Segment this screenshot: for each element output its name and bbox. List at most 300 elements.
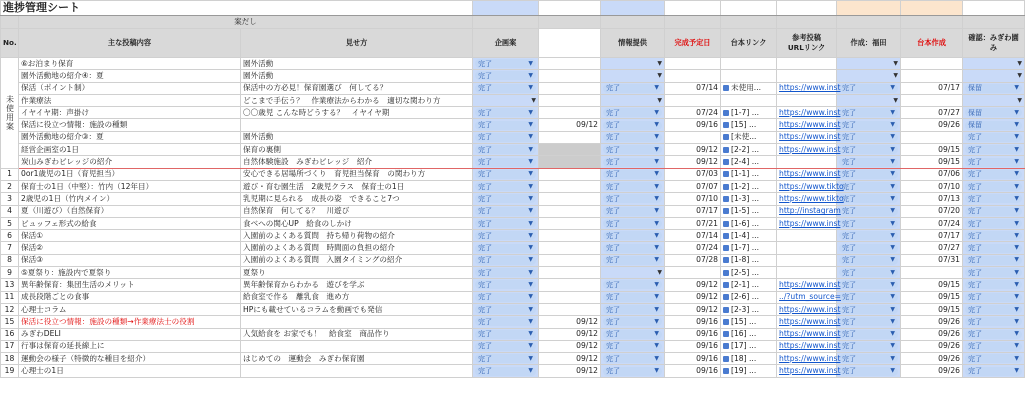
post-content-cell[interactable]: 作業療法 <box>19 94 241 106</box>
status-dropdown[interactable] <box>839 280 898 289</box>
create-status-cell[interactable] <box>837 193 901 205</box>
status-dropdown[interactable] <box>475 219 536 228</box>
style-cell[interactable]: 自然保育 何してる？ 川遊び <box>241 205 473 217</box>
post-content-cell[interactable]: 保活（ポイント制） <box>19 82 241 94</box>
script-link[interactable]: [2-6] ... <box>731 292 759 302</box>
status-dropdown[interactable] <box>965 367 1022 376</box>
post-content-cell[interactable]: 経営企画室の1日 <box>19 144 241 156</box>
reference-url-cell[interactable] <box>777 254 837 266</box>
script-link[interactable]: [15] ... <box>731 316 757 326</box>
status-dropdown[interactable] <box>839 330 898 339</box>
create-status-cell[interactable] <box>837 131 901 143</box>
status-dropdown[interactable] <box>839 170 898 179</box>
script-link[interactable]: [2-2] ... <box>731 144 759 154</box>
plan-status-cell[interactable] <box>473 242 539 254</box>
confirm-status-cell[interactable] <box>963 94 1025 106</box>
reference-url-link[interactable]: https://www.inst <box>779 83 841 93</box>
style-cell[interactable]: 〇〇歳児 こんな時どうする？ イヤイヤ期 <box>241 107 473 119</box>
status-dropdown[interactable] <box>839 293 898 302</box>
plan-status-cell[interactable] <box>473 217 539 229</box>
status-dropdown[interactable] <box>965 293 1022 302</box>
plan-status-cell[interactable] <box>473 328 539 340</box>
create-status-cell[interactable] <box>837 365 901 377</box>
status-dropdown[interactable] <box>603 280 662 289</box>
status-dropdown[interactable] <box>839 305 898 314</box>
confirm-status-cell[interactable] <box>963 303 1025 315</box>
status-dropdown[interactable] <box>839 84 898 93</box>
post-content-cell[interactable]: 保活② <box>19 242 241 254</box>
plan-status-cell[interactable] <box>473 353 539 365</box>
status-dropdown[interactable] <box>839 194 898 203</box>
style-cell[interactable]: 園外活動 <box>241 70 473 82</box>
empty-dropdown[interactable] <box>603 96 662 105</box>
status-dropdown[interactable] <box>475 244 536 253</box>
script-link[interactable]: [1-1] ... <box>731 169 759 179</box>
post-content-cell[interactable]: 成長段階ごとの食事 <box>19 291 241 303</box>
status-dropdown[interactable] <box>965 84 1022 93</box>
script-link[interactable]: [1-8] ... <box>731 255 759 265</box>
status-dropdown[interactable] <box>475 330 536 339</box>
style-cell[interactable]: 乳児期に見られる 成長の姿 できること7つ <box>241 193 473 205</box>
create-status-cell[interactable] <box>837 82 901 94</box>
info-status-cell[interactable] <box>601 303 665 315</box>
plan-status-cell[interactable] <box>473 94 539 106</box>
status-dropdown[interactable] <box>965 219 1022 228</box>
reference-url-cell[interactable] <box>777 340 841 352</box>
reference-url-link[interactable]: https://www.inst <box>779 107 841 117</box>
status-dropdown[interactable] <box>475 354 536 363</box>
confirm-status-cell[interactable] <box>963 107 1025 119</box>
status-dropdown[interactable] <box>965 268 1022 277</box>
status-dropdown[interactable] <box>603 158 662 167</box>
reference-url-link[interactable]: https://www.inst <box>779 120 841 130</box>
status-dropdown[interactable] <box>965 194 1022 203</box>
script-link-cell[interactable] <box>721 144 777 156</box>
empty-dropdown[interactable] <box>839 71 898 80</box>
info-status-cell[interactable] <box>601 168 665 180</box>
reference-url-link[interactable]: https://www.inst <box>779 304 841 314</box>
style-cell[interactable]: 自然体験施設 みぎわビレッジ 紹介 <box>241 156 473 168</box>
script-link-cell[interactable] <box>721 205 777 217</box>
plan-status-cell[interactable] <box>473 340 539 352</box>
style-cell[interactable]: はじめての 運動会 みぎわ保育園 <box>241 353 473 365</box>
script-link-cell[interactable] <box>721 58 777 70</box>
plan-status-cell[interactable] <box>473 205 539 217</box>
script-link-cell[interactable] <box>721 94 777 106</box>
status-dropdown[interactable] <box>965 280 1022 289</box>
status-dropdown[interactable] <box>839 256 898 265</box>
status-dropdown[interactable] <box>965 330 1022 339</box>
create-status-cell[interactable] <box>837 279 901 291</box>
style-cell[interactable]: 安心できる居場所づくり 育児担当保育 の関わり方 <box>241 168 473 180</box>
reference-url-cell[interactable] <box>777 205 841 217</box>
script-link[interactable]: [1-6] ... <box>731 218 759 228</box>
status-dropdown[interactable] <box>839 133 898 142</box>
confirm-status-cell[interactable] <box>963 119 1025 131</box>
create-status-cell[interactable] <box>837 230 901 242</box>
plan-status-cell[interactable] <box>473 267 539 279</box>
create-status-cell[interactable] <box>837 267 901 279</box>
post-content-cell[interactable]: 保活③ <box>19 254 241 266</box>
plan-status-cell[interactable] <box>473 156 539 168</box>
post-content-cell[interactable]: 2歳児の1日（竹内メイン） <box>19 193 241 205</box>
status-dropdown[interactable] <box>603 170 662 179</box>
status-dropdown[interactable] <box>965 354 1022 363</box>
empty-dropdown[interactable] <box>965 96 1022 105</box>
info-status-cell[interactable] <box>601 70 665 82</box>
style-cell[interactable] <box>241 316 473 328</box>
reference-url-cell[interactable] <box>777 131 841 143</box>
post-content-cell[interactable]: ⑥お泊まり保育 <box>19 58 241 70</box>
reference-url-cell[interactable] <box>777 82 841 94</box>
post-content-cell[interactable]: 夏（川遊び）（自然保育） <box>19 205 241 217</box>
reference-url-link[interactable]: https://www.inst <box>779 169 841 179</box>
info-status-cell[interactable] <box>601 316 665 328</box>
status-dropdown[interactable] <box>965 108 1022 117</box>
create-status-cell[interactable] <box>837 353 901 365</box>
confirm-status-cell[interactable] <box>963 58 1025 70</box>
create-status-cell[interactable] <box>837 242 901 254</box>
script-link-cell[interactable] <box>721 340 777 352</box>
confirm-status-cell[interactable] <box>963 70 1025 82</box>
status-dropdown[interactable] <box>475 108 536 117</box>
status-dropdown[interactable] <box>475 293 536 302</box>
script-link-cell[interactable] <box>721 82 777 94</box>
script-link-cell[interactable] <box>721 267 777 279</box>
plan-status-cell[interactable] <box>473 82 539 94</box>
create-status-cell[interactable] <box>837 94 901 106</box>
script-link[interactable]: [19] ... <box>731 366 757 376</box>
style-cell[interactable]: 食べへの関心UP 給食のしかけ <box>241 217 473 229</box>
post-content-cell[interactable]: 行事は保育の延長線上に <box>19 340 241 352</box>
reference-url-cell[interactable] <box>777 291 841 303</box>
confirm-status-cell[interactable] <box>963 340 1025 352</box>
info-status-cell[interactable] <box>601 82 665 94</box>
empty-dropdown[interactable] <box>839 59 898 68</box>
script-link[interactable]: 未使用... <box>731 83 762 93</box>
status-dropdown[interactable] <box>603 145 662 154</box>
post-content-cell[interactable]: ⑤夏祭り：施設内で夏祭り <box>19 267 241 279</box>
plan-status-cell[interactable] <box>473 303 539 315</box>
script-link[interactable]: [1-3] ... <box>731 193 759 203</box>
status-dropdown[interactable] <box>475 158 536 167</box>
script-link[interactable]: [16] ... <box>731 329 757 339</box>
post-content-cell[interactable]: 保活に役立つ情報：施設の種類→作業療法士の役割 <box>19 316 241 328</box>
status-dropdown[interactable] <box>603 330 662 339</box>
reference-url-link[interactable]: https://www.inst <box>779 218 841 228</box>
info-status-cell[interactable] <box>601 180 665 192</box>
status-dropdown[interactable] <box>965 182 1022 191</box>
empty-dropdown[interactable] <box>603 59 662 68</box>
confirm-status-cell[interactable] <box>963 131 1025 143</box>
status-dropdown[interactable] <box>603 317 662 326</box>
script-link-cell[interactable] <box>721 365 777 377</box>
empty-dropdown[interactable] <box>965 71 1022 80</box>
reference-url-link[interactable]: https://www.inst <box>779 144 841 154</box>
create-status-cell[interactable] <box>837 316 901 328</box>
status-dropdown[interactable] <box>965 207 1022 216</box>
status-dropdown[interactable] <box>603 293 662 302</box>
reference-url-link[interactable]: https://www.inst <box>779 341 841 351</box>
info-status-cell[interactable] <box>601 242 665 254</box>
status-dropdown[interactable] <box>839 219 898 228</box>
style-cell[interactable]: 園外活動 <box>241 58 473 70</box>
status-dropdown[interactable] <box>839 145 898 154</box>
plan-status-cell[interactable] <box>473 70 539 82</box>
post-content-cell[interactable]: みぎわDELI <box>19 328 241 340</box>
status-dropdown[interactable] <box>475 59 536 68</box>
status-dropdown[interactable] <box>475 280 536 289</box>
reference-url-link[interactable]: https://www.inst <box>779 316 841 326</box>
status-dropdown[interactable] <box>603 354 662 363</box>
script-link[interactable]: [未使... <box>731 132 757 142</box>
confirm-status-cell[interactable] <box>963 279 1025 291</box>
style-cell[interactable] <box>241 365 473 377</box>
status-dropdown[interactable] <box>839 244 898 253</box>
reference-url-cell[interactable] <box>777 107 841 119</box>
status-dropdown[interactable] <box>839 342 898 351</box>
confirm-status-cell[interactable] <box>963 230 1025 242</box>
plan-status-cell[interactable] <box>473 131 539 143</box>
script-link[interactable]: [1-4] ... <box>731 230 759 240</box>
reference-url-cell[interactable] <box>777 217 841 229</box>
create-status-cell[interactable] <box>837 205 901 217</box>
status-dropdown[interactable] <box>965 231 1022 240</box>
reference-url-cell[interactable] <box>777 168 841 180</box>
reference-url-link[interactable]: ../?utm_source= <box>779 292 841 302</box>
post-content-cell[interactable]: 運動会の様子（特徴的な種目を紹介） <box>19 353 241 365</box>
create-status-cell[interactable] <box>837 144 901 156</box>
reference-url-cell[interactable] <box>777 119 841 131</box>
info-status-cell[interactable] <box>601 131 665 143</box>
info-status-cell[interactable] <box>601 353 665 365</box>
style-cell[interactable] <box>241 340 473 352</box>
confirm-status-cell[interactable] <box>963 217 1025 229</box>
status-dropdown[interactable] <box>603 207 662 216</box>
script-link[interactable]: [17] ... <box>731 341 757 351</box>
script-link-cell[interactable] <box>721 353 777 365</box>
status-dropdown[interactable] <box>603 305 662 314</box>
confirm-status-cell[interactable] <box>963 180 1025 192</box>
create-status-cell[interactable] <box>837 303 901 315</box>
status-dropdown[interactable] <box>965 158 1022 167</box>
reference-url-link[interactable]: https://www.inst <box>779 279 841 289</box>
info-status-cell[interactable] <box>601 230 665 242</box>
status-dropdown[interactable] <box>475 207 536 216</box>
status-dropdown[interactable] <box>965 256 1022 265</box>
confirm-status-cell[interactable] <box>963 291 1025 303</box>
script-link-cell[interactable] <box>721 168 777 180</box>
plan-status-cell[interactable] <box>473 254 539 266</box>
plan-status-cell[interactable] <box>473 58 539 70</box>
status-dropdown[interactable] <box>965 121 1022 130</box>
status-dropdown[interactable] <box>475 84 536 93</box>
create-status-cell[interactable] <box>837 70 901 82</box>
script-link-cell[interactable] <box>721 193 777 205</box>
status-dropdown[interactable] <box>603 231 662 240</box>
status-dropdown[interactable] <box>603 182 662 191</box>
reference-url-cell[interactable] <box>777 58 837 70</box>
status-dropdown[interactable] <box>839 182 898 191</box>
reference-url-cell[interactable] <box>777 94 837 106</box>
script-link[interactable]: [2-1] ... <box>731 279 759 289</box>
status-dropdown[interactable] <box>603 194 662 203</box>
create-status-cell[interactable] <box>837 328 901 340</box>
status-dropdown[interactable] <box>965 133 1022 142</box>
post-content-cell[interactable]: 園外活動地の紹介③：夏 <box>19 131 241 143</box>
empty-dropdown[interactable] <box>965 59 1022 68</box>
create-status-cell[interactable] <box>837 340 901 352</box>
status-dropdown[interactable] <box>839 207 898 216</box>
reference-url-cell[interactable] <box>777 242 837 254</box>
reference-url-cell[interactable] <box>777 316 841 328</box>
style-cell[interactable]: 夏祭り <box>241 267 473 279</box>
info-status-cell[interactable] <box>601 58 665 70</box>
confirm-status-cell[interactable] <box>963 156 1025 168</box>
reference-url-cell[interactable] <box>777 193 844 205</box>
status-dropdown[interactable] <box>965 342 1022 351</box>
script-link-cell[interactable] <box>721 303 777 315</box>
info-status-cell[interactable] <box>601 254 665 266</box>
empty-dropdown[interactable] <box>603 71 662 80</box>
status-dropdown[interactable] <box>603 84 662 93</box>
post-content-cell[interactable]: 保活① <box>19 230 241 242</box>
status-dropdown[interactable] <box>839 367 898 376</box>
info-status-cell[interactable] <box>601 217 665 229</box>
status-dropdown[interactable] <box>839 354 898 363</box>
reference-url-cell[interactable] <box>777 144 841 156</box>
status-dropdown[interactable] <box>839 231 898 240</box>
plan-status-cell[interactable] <box>473 119 539 131</box>
plan-status-cell[interactable] <box>473 168 539 180</box>
script-link[interactable]: [15] ... <box>731 120 757 130</box>
create-status-cell[interactable] <box>837 119 901 131</box>
reference-url-cell[interactable] <box>777 180 844 192</box>
reference-url-cell[interactable] <box>777 70 837 82</box>
post-content-cell[interactable]: 心理士の1日 <box>19 365 241 377</box>
script-link-cell[interactable] <box>721 119 777 131</box>
status-dropdown[interactable] <box>839 121 898 130</box>
status-dropdown[interactable] <box>475 170 536 179</box>
status-dropdown[interactable] <box>603 121 662 130</box>
reference-url-link[interactable]: https://www.inst <box>779 132 841 142</box>
confirm-status-cell[interactable] <box>963 254 1025 266</box>
info-status-cell[interactable] <box>601 291 665 303</box>
script-link-cell[interactable] <box>721 279 777 291</box>
script-link-cell[interactable] <box>721 230 777 242</box>
create-status-cell[interactable] <box>837 291 901 303</box>
reference-url-link[interactable]: http://instagram <box>779 206 841 216</box>
status-dropdown[interactable] <box>475 121 536 130</box>
post-content-cell[interactable]: 炭山みぎわビレッジの紹介 <box>19 156 241 168</box>
confirm-status-cell[interactable] <box>963 353 1025 365</box>
script-link-cell[interactable] <box>721 180 777 192</box>
create-status-cell[interactable] <box>837 180 901 192</box>
style-cell[interactable]: 入園前のよくある質問 入園タイミングの紹介 <box>241 254 473 266</box>
status-dropdown[interactable] <box>603 219 662 228</box>
style-cell[interactable]: どこまで手伝う？ 作業療法からわかる 適切な関わり方 <box>241 94 473 106</box>
info-status-cell[interactable] <box>601 267 665 279</box>
status-dropdown[interactable] <box>603 342 662 351</box>
info-status-cell[interactable] <box>601 156 665 168</box>
reference-url-cell[interactable] <box>777 365 841 377</box>
info-status-cell[interactable] <box>601 205 665 217</box>
status-dropdown[interactable] <box>475 317 536 326</box>
post-content-cell[interactable]: 0or1歳児の1日（育児担当） <box>19 168 241 180</box>
plan-status-cell[interactable] <box>473 193 539 205</box>
script-link[interactable]: [1-7] ... <box>731 243 759 253</box>
plan-status-cell[interactable] <box>473 107 539 119</box>
status-dropdown[interactable] <box>475 71 536 80</box>
info-status-cell[interactable] <box>601 365 665 377</box>
script-link-cell[interactable] <box>721 70 777 82</box>
post-content-cell[interactable]: 心理士コラム <box>19 303 241 315</box>
reference-url-link[interactable]: https://www.tikto <box>779 193 844 203</box>
status-dropdown[interactable] <box>603 256 662 265</box>
post-content-cell[interactable]: イヤイヤ期：声掛け <box>19 107 241 119</box>
script-link[interactable]: [2-5] ... <box>731 267 759 277</box>
script-link[interactable]: [1-7] ... <box>731 107 759 117</box>
script-link-cell[interactable] <box>721 291 777 303</box>
script-link[interactable]: [1-2] ... <box>731 181 759 191</box>
reference-url-cell[interactable] <box>777 328 841 340</box>
reference-url-cell[interactable] <box>777 267 837 279</box>
style-cell[interactable]: 給食室で作る 離乳食 進め方 <box>241 291 473 303</box>
post-content-cell[interactable]: 保活に役立つ情報：施設の種類 <box>19 119 241 131</box>
script-link-cell[interactable] <box>721 316 777 328</box>
style-cell[interactable]: 入園前のよくある質問 持ち帰り荷物の紹介 <box>241 230 473 242</box>
status-dropdown[interactable] <box>965 317 1022 326</box>
status-dropdown[interactable] <box>475 231 536 240</box>
info-status-cell[interactable] <box>601 328 665 340</box>
style-cell[interactable]: 保活中の方必見！保育園選び 何してる？ <box>241 82 473 94</box>
plan-status-cell[interactable] <box>473 279 539 291</box>
style-cell[interactable]: 人気給食を お家でも！ 給食室 商品作り <box>241 328 473 340</box>
status-dropdown[interactable] <box>475 194 536 203</box>
info-status-cell[interactable] <box>601 119 665 131</box>
post-content-cell[interactable]: 保育士の1日（中堅）：竹内（12年目） <box>19 180 241 192</box>
status-dropdown[interactable] <box>965 145 1022 154</box>
status-dropdown[interactable] <box>475 305 536 314</box>
status-dropdown[interactable] <box>839 317 898 326</box>
post-content-cell[interactable]: 異年齢保育：集団生活のメリット <box>19 279 241 291</box>
status-dropdown[interactable] <box>965 170 1022 179</box>
status-dropdown[interactable] <box>603 133 662 142</box>
status-dropdown[interactable] <box>839 268 898 277</box>
style-cell[interactable]: 園外活動 <box>241 131 473 143</box>
plan-status-cell[interactable] <box>473 365 539 377</box>
reference-url-cell[interactable] <box>777 353 841 365</box>
status-dropdown[interactable] <box>965 244 1022 253</box>
create-status-cell[interactable] <box>837 217 901 229</box>
info-status-cell[interactable] <box>601 94 665 106</box>
reference-url-cell[interactable] <box>777 230 837 242</box>
confirm-status-cell[interactable] <box>963 82 1025 94</box>
create-status-cell[interactable] <box>837 156 901 168</box>
confirm-status-cell[interactable] <box>963 144 1025 156</box>
post-content-cell[interactable]: ビュッフェ形式の給食 <box>19 217 241 229</box>
reference-url-link[interactable]: https://www.inst <box>779 329 841 339</box>
reference-url-link[interactable]: https://www.inst <box>779 366 841 376</box>
empty-dropdown[interactable] <box>603 268 662 277</box>
info-status-cell[interactable] <box>601 107 665 119</box>
script-link-cell[interactable] <box>721 217 777 229</box>
reference-url-cell[interactable] <box>777 279 841 291</box>
confirm-status-cell[interactable] <box>963 168 1025 180</box>
status-dropdown[interactable] <box>475 342 536 351</box>
script-link-cell[interactable] <box>721 131 777 143</box>
plan-status-cell[interactable] <box>473 180 539 192</box>
